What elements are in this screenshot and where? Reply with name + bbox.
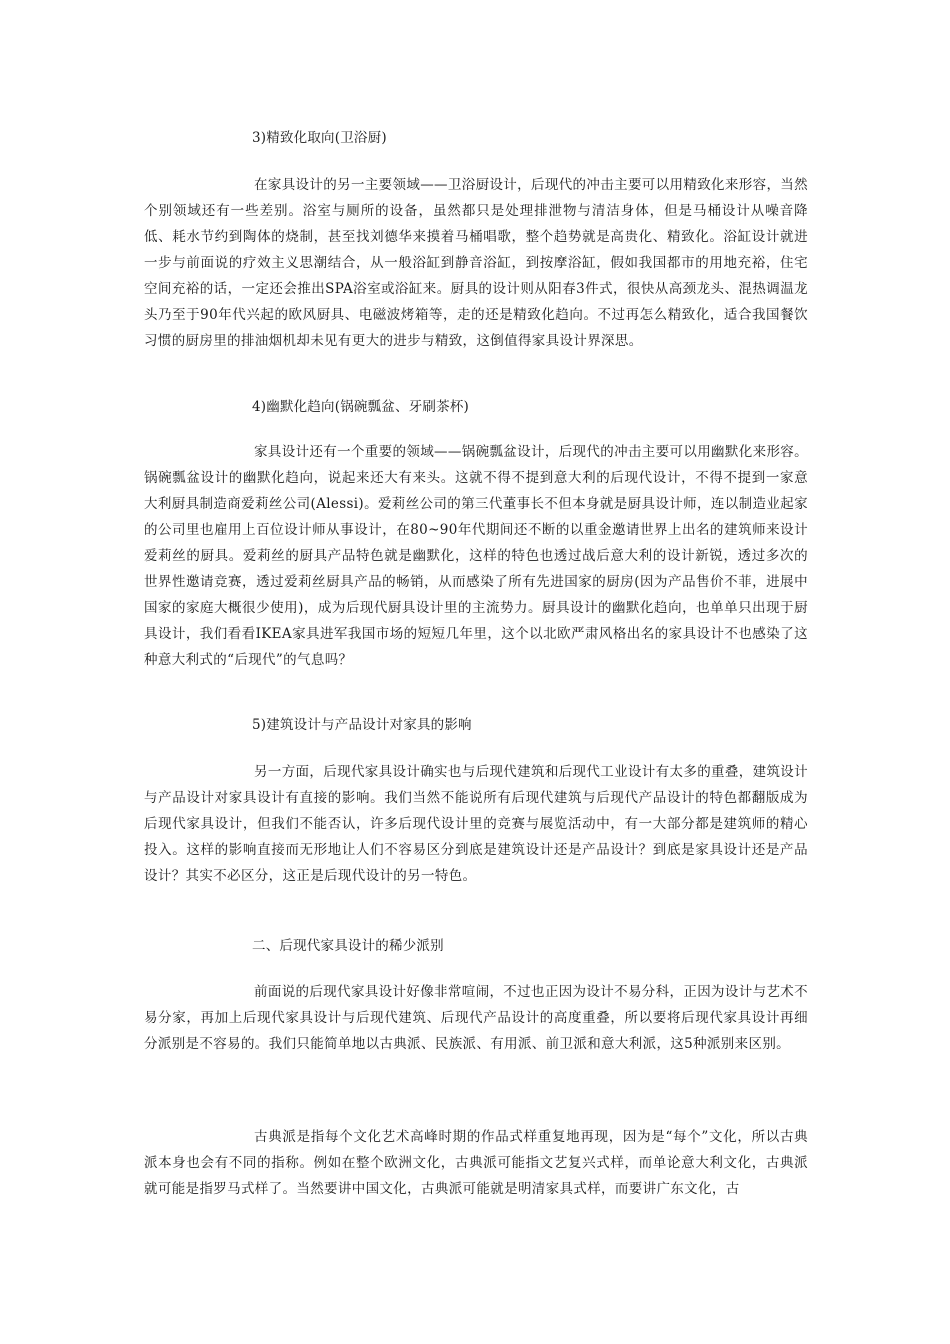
section-heading: 4)幽默化趋向(锅碗瓢盆、牙刷茶杯) — [252, 399, 469, 415]
body-paragraph: 家具设计还有一个重要的领域——锅碗瓢盆设计，后现代的冲击主要可以用幽默化来形容。锅碗瓢盆设计的幽默化趋向，说起来还大有来头。这就不得不提到意大利的后现代设计，不得不提到一家意大利厨具制造商爱莉丝公司(Alessi)。爱莉丝公司的第三代董事长不但本身就是厨具设计师，连以制造业起家的公司里也雇用上百位设计师从事设计，在80~90年代期间还不断的以重金邀请世界上出名的建筑师来设计爱莉丝的厨具。爱莉丝的厨具产品特色就是幽默化，这样的特色也透过战后意大利的设计新锐，透过多次的世界性邀请竞赛，透过爱莉丝厨具产品的畅销，从而感染了所有先进国家的厨房(因为产品售价不菲，进展中国家的家庭大概很少使用)，成为后现代厨具设计里的主流势力。厨具设计的幽默化趋向，也单单只出现于厨具设计，我们看看IKEA家具进军我国市场的短短几年里，这个以北欧严肃风格出名的家具设计不也感染了这种意大利式的“后现代”的气息吗？ — [144, 444, 808, 668]
body-paragraph: 另一方面，后现代家具设计确实也与后现代建筑和后现代工业设计有太多的重叠，建筑设计与产品设计对家具设计有直接的影响。我们当然不能说所有后现代建筑与后现代产品设计的特色都翻版成为后现代家具设计，但我们不能否认，许多后现代设计里的竞赛与展览活动中，有一大部分都是建筑师的精心投入。这样的影响直接而无形地让人们不容易区分到底是建筑设计还是产品设计？到底是家具设计还是产品设计？其实不必区分，这正是后现代设计的另一特色。 — [144, 764, 808, 884]
body-paragraph: 在家具设计的另一主要领域——卫浴厨设计，后现代的冲击主要可以用精致化来形容，当然个别领域还有一些差别。浴室与厕所的设备，虽然都只是处理排泄物与清洁身体，但是马桶设计从噪音降低、耗水节约到陶体的烧制，甚至找刘德华来摸着马桶唱歌，整个趋势就是高贵化、精致化。浴缸设计就进一步与前面说的疗效主义思潮结合，从一般浴缸到静音浴缸，到按摩浴缸，假如我国都市的用地充裕，住宅空间充裕的话，一定还会推出SPA浴室或浴缸来。厨具的设计则从阳春3件式，很快从高颈龙头、混热调温龙头乃至于90年代兴起的欧风厨具、电磁波烤箱等，走的还是精致化趋向。不过再怎么精致化，适合我国餐饮习惯的厨房里的排油烟机却未见有更大的进步与精致，这倒值得家具设计界深思。 — [144, 177, 808, 349]
section-heading: 二、后现代家具设计的稀少派别 — [252, 938, 444, 954]
section-heading: 3)精致化取向(卫浴厨) — [252, 130, 387, 146]
body-paragraph: 前面说的后现代家具设计好像非常喧闹，不过也正因为设计不易分科，正因为设计与艺术不易分家，再加上后现代家具设计与后现代建筑、后现代产品设计的高度重叠，所以要将后现代家具设计再细分派别是不容易的。我们只能简单地以古典派、民族派、有用派、前卫派和意大利派，这5种派别来区别。 — [144, 984, 808, 1052]
body-paragraph: 古典派是指每个文化艺术高峰时期的作品式样重复地再现，因为是“每个”文化，所以古典派本身也会有不同的指称。例如在整个欧洲文化，古典派可能指文艺复兴式样，而单论意大利文化，古典派就可能是指罗马式样了。当然要讲中国文化，古典派可能就是明清家具式样，而要讲广东文化，古 — [144, 1129, 808, 1197]
section-heading: 5)建筑设计与产品设计对家具的影响 — [252, 717, 472, 733]
